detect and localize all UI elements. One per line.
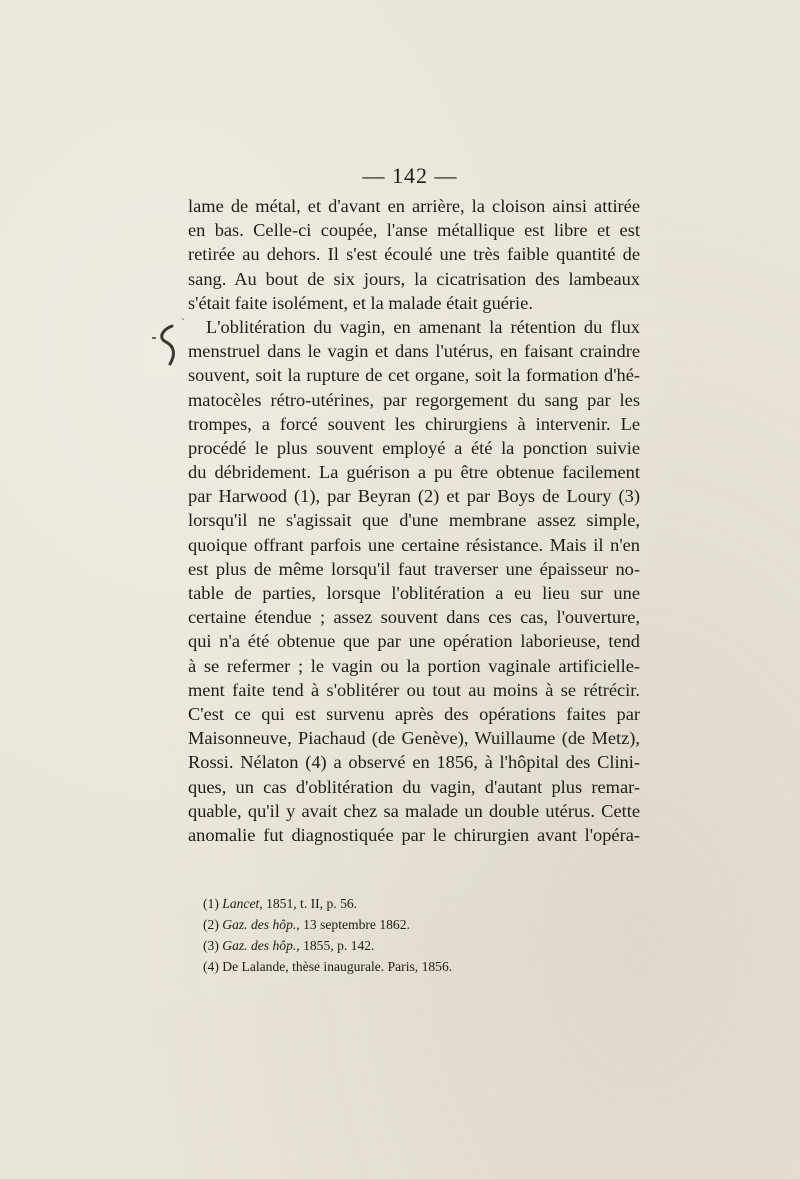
page-number: — 142 — (362, 163, 458, 188)
text-line: en bas. Celle-ci coupée, l'anse métallique est libre et est (188, 220, 640, 241)
footnote-source: Lancet (222, 896, 260, 911)
text-line: sang. Au bout de six jours, la cicatrisation des lambeaux (188, 268, 640, 289)
footnote-number: (4) (203, 959, 219, 974)
footnote-4 (203, 956, 643, 977)
text-line: est plus de même lorsqu'il faut traverser une épaisseur no- (188, 558, 640, 579)
text-line: quoique offrant parfois une certaine résistance. Mais il n'en (188, 534, 640, 555)
text-line: qui n'a été obtenue que par une opération laborieuse, tend (188, 631, 640, 652)
text-line: retirée au dehors. Il s'est écoulé une très faible quantité de (188, 244, 640, 265)
text-line: ques, un cas d'oblitération du vagin, d'autant plus remar- (188, 776, 640, 797)
text-line: s'était faite isolément, et la malade était guérie. (188, 292, 533, 313)
text-line: certaine étendue ; assez souvent dans ces cas, l'ouverture, (188, 607, 640, 628)
text-line: menstruel dans le vagin et dans l'utérus, en faisant craindre (188, 341, 640, 362)
text-line: quable, qu'il y avait chez sa malade un double utérus. Cette (188, 800, 640, 821)
text-line: matocèles rétro-utérines, par regorgement du sang par les (188, 389, 640, 410)
text-line: lame de métal, et d'avant en arrière, la cloison ainsi attirée (188, 196, 640, 216)
text-line: souvent, soit la rupture de cet organe, soit la formation d'hé- (188, 365, 640, 386)
footnote-2 (203, 914, 643, 935)
text-line: procédé le plus souvent employé a été la ponction suivie (188, 437, 640, 458)
footnote-number: (2) (203, 917, 219, 932)
text-line: C'est ce qui est survenu après des opérations faites par (188, 703, 640, 724)
footnote-1 (203, 893, 643, 914)
text-line: Rossi. Nélaton (4) a observé en 1856, à l'hôpital des Clini- (188, 752, 640, 773)
footnote-text: , 13 septembre 1862. (296, 917, 410, 932)
text-line: anomalie fut diagnostiquée par le chirurgien avant l'opéra- (188, 824, 640, 845)
body-text (188, 194, 640, 847)
text-line: lorsqu'il ne s'agissait que d'une membrane assez simple, (188, 510, 640, 531)
footnote-number: (1) (203, 896, 219, 911)
text-line: par Harwood (1), par Beyran (2) et par Boys de Loury (3) (188, 486, 640, 507)
text-line: à se refermer ; le vagin ou la portion vaginale artificielle- (188, 655, 640, 676)
footnote-number: (3) (203, 938, 219, 953)
pencil-margin-mark (148, 318, 188, 378)
text-line: du débridement. La guérison a pu être obtenue facilement (188, 462, 640, 483)
text-line: L'oblitération du vagin, en amenant la rétention du flux (206, 316, 640, 337)
footnote-text: De Lalande, thèse inaugurale. Paris, 1856. (222, 959, 453, 974)
text-line: trompes, a forcé souvent les chirurgiens à intervenir. Le (188, 413, 640, 434)
text-line: Maisonneuve, Piachaud (de Genève), Wuillaume (de Metz), (188, 728, 640, 749)
text-line: ment faite tend à s'oblitérer ou tout au moins à se rétrécir. (188, 679, 640, 700)
footnote-text: , 1851, t. II, p. 56. (259, 896, 358, 911)
footnote-source: Gaz. des hôp. (222, 917, 297, 932)
footnote-3 (203, 935, 643, 956)
footnote-source: Gaz. des hôp. (222, 938, 297, 953)
text-line: table de parties, lorsque l'oblitération a eu lieu sur une (188, 583, 640, 603)
footnote-text: , 1855, p. 142. (296, 938, 375, 953)
footnotes (203, 893, 643, 977)
